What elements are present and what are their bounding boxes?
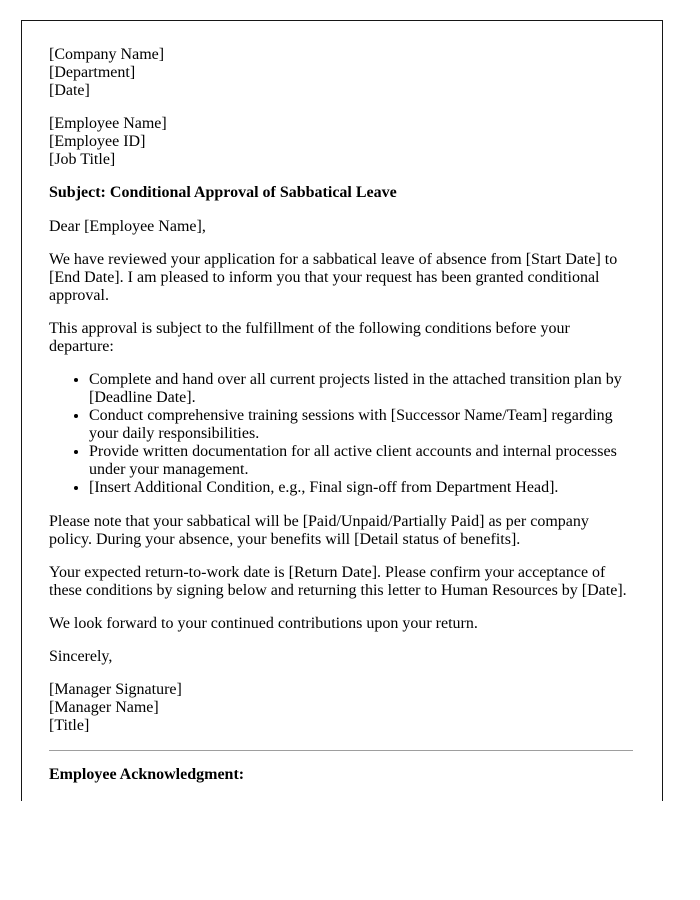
salutation: Dear [Employee Name], <box>49 217 206 235</box>
employee-id-line: [Employee ID] <box>49 133 146 151</box>
paragraph-pay-benefits: Please note that your sabbatical will be [Paid/Unpaid/Partially Paid] as per company policy. During your absence, your benefits will [Detail status of benefits]. <box>49 512 589 548</box>
job-title-line: [Job Title] <box>49 151 116 169</box>
condition-item: • Conduct comprehensive training sessions with [Successor Name/Team] regarding your daily responsibilities. <box>89 407 633 443</box>
date-line: [Date] <box>49 82 90 100</box>
company-name-line: [Company Name] <box>49 46 165 63</box>
employee-name-line: [Employee Name] <box>49 115 167 133</box>
horizontal-rule <box>49 750 633 751</box>
manager-name-line: [Manager Name] <box>49 699 159 717</box>
signoff: Sincerely, <box>49 647 113 665</box>
acknowledgment-heading: Employee Acknowledgment: <box>49 766 245 784</box>
condition-item: • Complete and hand over all current projects listed in the attached transition plan by [Deadline Date]. <box>89 371 633 407</box>
manager-title-line: [Title] <box>49 717 90 735</box>
recipient-block <box>49 115 633 169</box>
paragraph-review: We have reviewed your application for a sabbatical leave of absence from [Start Date] to [End Date]. I am pleased to inform you that your request has been granted conditional approval. <box>49 250 618 304</box>
signature-block <box>49 681 633 735</box>
department-line: [Department] <box>49 64 136 82</box>
subject-line: Subject: Conditional Approval of Sabbatical Leave <box>49 184 397 202</box>
letter-document <box>21 20 663 801</box>
manager-signature-line: [Manager Signature] <box>49 681 182 699</box>
paragraph-closing: We look forward to your continued contributions upon your return. <box>49 614 478 632</box>
paragraph-conditions-intro: This approval is subject to the fulfillment of the following conditions before your departure: <box>49 319 570 355</box>
condition-item: • [Insert Additional Condition, e.g., Final sign-off from Department Head]. <box>89 479 633 497</box>
condition-item: • Provide written documentation for all active client accounts and internal processes under your management. <box>89 443 633 479</box>
paragraph-return: Your expected return-to-work date is [Return Date]. Please confirm your acceptance of these conditions by signing below and returning this letter to Human Resources by [Date]. <box>49 563 627 599</box>
conditions-list <box>49 371 633 498</box>
sender-block <box>49 46 633 100</box>
